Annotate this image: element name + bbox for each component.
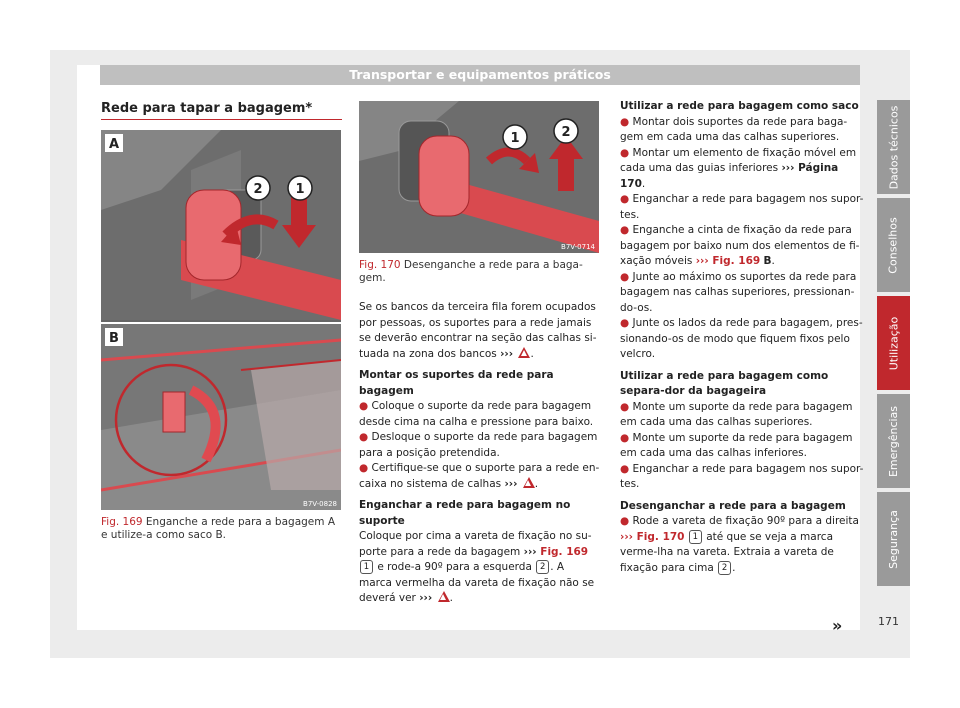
fig-170-link[interactable]: ››› Fig. 170 — [620, 530, 685, 543]
list-item: ● Enganchar a rede para bagagem nos supor-tes. — [620, 462, 864, 490]
section-title: Rede para tapar a bagagem* — [101, 101, 313, 116]
fig170-callout-2: 2 — [561, 125, 571, 140]
tab-emergencias[interactable]: Emergências — [877, 394, 910, 488]
hook-paragraph: Coloque por cima a vareta de fixação no su-porte para a rede da bagagem ››› Fig. 169 1 e rode-a 90º para a esquerda 2 . A marca vermelha da vareta de fixação não se deverá ver ››› . — [359, 530, 595, 604]
list-item: ● Junte ao máximo os suportes da rede para bagagem nas calhas superiores, pressionan-do-os. — [620, 270, 857, 314]
fig170-caption-text: Desenganche a rede para a baga-gem. — [359, 259, 583, 284]
fig170-callout-1: 1 — [510, 131, 520, 146]
tab-dados-tecnicos[interactable]: Dados técnicos — [877, 100, 910, 194]
page-number: 171 — [878, 615, 899, 628]
list-item: ● Certifique-se que o suporte para a rede en-caixa no sistema de calhas ››› . — [359, 462, 600, 490]
step-number: 2 — [536, 560, 549, 574]
step-number: 1 — [360, 560, 373, 574]
figure-170 — [359, 101, 599, 253]
list-item: ● Junte os lados da rede para bagagem, pres-sionando-os de modo que fiquem fixos pelo velcro. — [620, 317, 863, 360]
subheading-as-divider: Utilizar a rede para bagagem como separa-dor da bagageira — [620, 369, 829, 397]
chapter-header: Transportar e equipamentos práticos — [100, 65, 860, 85]
fig169-number: Fig. 169 — [101, 516, 143, 528]
list-item: ● Monte um suporte da rede para bagagem em cada uma das calhas superiores. — [620, 400, 853, 428]
fig170-number: Fig. 170 — [359, 259, 401, 271]
fig169-label-a: A — [108, 137, 120, 152]
fig169-callout-2: 2 — [253, 182, 263, 197]
list-item: ● Montar dois suportes da rede para baga-gem em cada uma das calhas superiores. — [620, 115, 848, 143]
fig-169-link[interactable]: ››› Fig. 169 — [695, 255, 761, 267]
text-column-2 — [359, 300, 600, 613]
tab-conselhos[interactable]: Conselhos — [877, 198, 910, 292]
tab-seguranca[interactable]: Segurança — [877, 492, 910, 586]
fig169-caption-text: Enganche a rede para a bagagem A e utilize-a como saco B. — [101, 516, 336, 541]
title-underline — [101, 119, 342, 120]
figure-169-caption — [101, 516, 341, 542]
text-column-3 — [620, 99, 864, 576]
step-number: 1 — [689, 530, 702, 544]
intro-paragraph: Se os bancos da terceira fila forem ocupados por pessoas, os suportes para a rede jamais se deverão encontrar na seção das calhas si-tuada na zona dos bancos ››› . — [359, 301, 597, 360]
subheading-hook-net: Enganchar a rede para bagagem no suporte — [359, 499, 571, 527]
figure-170-caption — [359, 259, 599, 285]
tab-utilizacao[interactable]: Utilização — [877, 296, 910, 390]
list-item: ● Enganchar a rede para bagagem nos supor-tes. — [620, 193, 864, 221]
subheading-unhook: Desenganchar a rede para a bagagem — [620, 499, 846, 512]
page-170-link[interactable]: ››› Página 170 — [620, 162, 839, 190]
fig-169-link[interactable]: ››› Fig. 169 — [523, 545, 589, 558]
fig169-label-b: B — [109, 331, 119, 346]
warning-icon — [438, 591, 450, 602]
warning-icon — [518, 347, 530, 358]
continue-arrow: » — [832, 616, 843, 635]
fig170-code: B7V-0714 — [561, 243, 595, 251]
list-item: ● Enganche a cinta de fixação da rede para bagagem por baixo num dos elementos de fi-xação móveis ››› Fig. 169 B. — [620, 224, 860, 267]
subheading-as-bag: Utilizar a rede para bagagem como saco — [620, 100, 859, 112]
list-item: ● Monte um suporte da rede para bagagem em cada uma das calhas inferiores. — [620, 431, 853, 459]
fig169-callout-1: 1 — [295, 182, 305, 197]
warning-icon — [523, 477, 535, 488]
list-item: ● Rode a vareta de fixação 90º para a direita ››› Fig. 170 1 até que se veja a marca verme-lha na vareta. Extraia a vareta de fixação para cima 2 . — [620, 515, 859, 574]
list-item: ● Montar um elemento de fixação móvel em cada uma das guias inferiores ››› Página 170. — [620, 146, 857, 190]
fig169-code: B7V-0828 — [303, 500, 337, 508]
list-item: ● Coloque o suporte da rede para bagagem desde cima na calha e pressione para baixo. — [359, 400, 594, 428]
step-number: 2 — [718, 561, 731, 575]
figure-169 — [101, 130, 341, 510]
subheading-mount-supports: Montar os suportes da rede para bagagem — [359, 369, 554, 397]
list-item: ● Desloque o suporte da rede para bagagem para a posição pretendida. — [359, 431, 598, 459]
